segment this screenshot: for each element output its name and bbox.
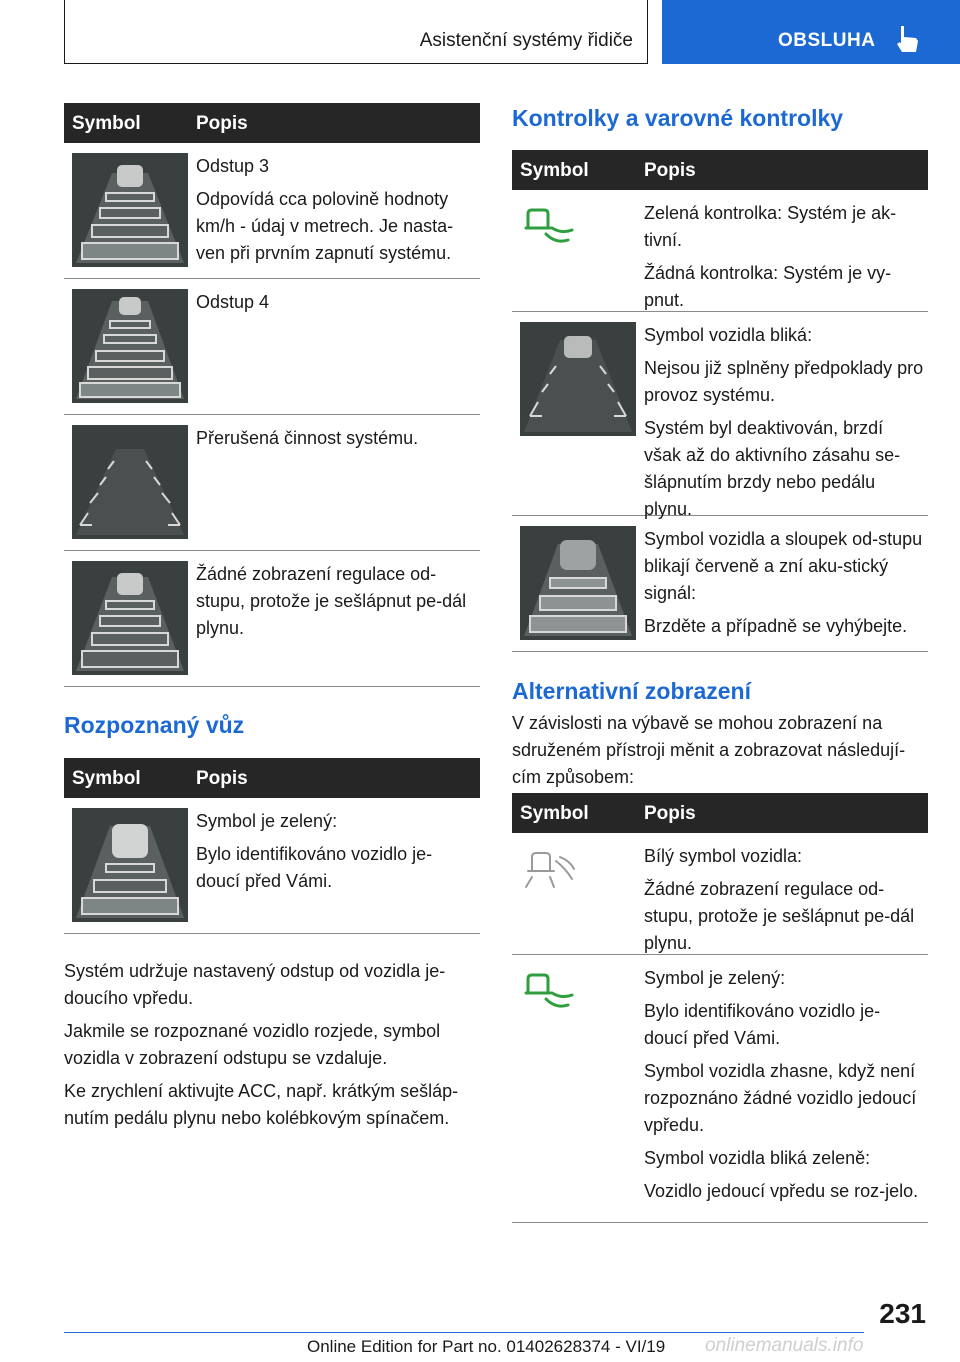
table-row [512, 833, 928, 955]
vehicle-section-title: Rozpoznaný vůz [64, 712, 245, 738]
header-description: Popis [644, 803, 696, 824]
header-symbol: Symbol [520, 803, 589, 824]
watermark: onlinemanuals.info [705, 1335, 864, 1356]
left-paragraphs [64, 958, 480, 1138]
section-label: OBSLUHA [778, 30, 876, 51]
table-header [64, 103, 480, 143]
table-row [64, 279, 480, 415]
row-text: Odpovídá cca polovině hodnoty km/h - údaj v metrech. Je nasta-ven při prvním zapnutí systému. [196, 189, 454, 263]
row-text: Žádné zobrazení regulace od-stupu, protože je sešlápnut pe-dál plynu. [196, 564, 467, 638]
header-description: Popis [196, 768, 248, 789]
table-row [512, 955, 928, 1223]
vehicle-table [64, 758, 480, 934]
paragraph: Jakmile se rozpoznané vozidlo rozjede, symbol vozidla v zobrazení odstupu se vzdaluje. [64, 1021, 441, 1068]
table-row [64, 143, 480, 279]
distance-3-icon [72, 153, 188, 267]
row-text: Žádné zobrazení regulace od-stupu, protože je sešlápnut pe-dál plynu. [644, 879, 915, 953]
row-text: Bylo identifikováno vozidlo je-doucí před Vámi. [196, 844, 433, 891]
table-row [512, 516, 928, 652]
indicators-section-title: Kontrolky a varovné kontrolky [512, 105, 844, 131]
hand-pointer-icon [894, 24, 920, 54]
header-symbol: Symbol [72, 768, 141, 789]
table-header [64, 758, 480, 798]
row-text: Symbol vozidla bliká zeleně: [644, 1148, 871, 1168]
row-text: Brzděte a případně se vyhýbejte. [644, 616, 908, 636]
paragraph: V závislosti na výbavě se mohou zobrazení na sdruženém přístroji měnit a zobrazovat následují-cím způsobem: [512, 713, 906, 787]
acc-white-indicator-icon [522, 847, 578, 891]
vehicle-detected-icon [72, 808, 188, 922]
row-text: Symbol vozidla a sloupek od-stupu blikají červeně a zní aku-stický signál: [644, 529, 923, 603]
row-text: Nejsou již splněny předpoklady pro provoz systému. [644, 358, 924, 405]
interrupted-icon [72, 425, 188, 539]
acc-green-indicator-icon [522, 204, 578, 248]
row-text: Odstup 3 [196, 156, 270, 176]
section-tab[interactable] [662, 0, 960, 64]
alt-table [512, 793, 928, 1223]
distance-table [64, 103, 480, 687]
header-chapter-box [64, 0, 648, 64]
paragraph: Systém udržuje nastavený odstup od vozidla je-doucího vpředu. [64, 961, 446, 1008]
row-text: Bylo identifikováno vozidlo je-doucí před Vámi. [644, 1001, 881, 1048]
table-row [64, 798, 480, 934]
distance-4-icon [72, 289, 188, 403]
table-header [512, 793, 928, 833]
chapter-title: Asistenční systémy řidiče [419, 30, 633, 51]
row-text: Odstup 4 [196, 292, 270, 312]
acc-green-indicator-icon [522, 969, 578, 1013]
row-text: Bílý symbol vozidla: [644, 846, 803, 866]
footer-text: Online Edition for Part no. 01402628374 - VI/19 [307, 1337, 666, 1356]
row-text: Zelená kontrolka: Systém je ak-tivní. [644, 203, 897, 250]
row-text: Symbol vozidla bliká: [644, 325, 813, 345]
table-header [512, 150, 928, 190]
vehicle-blinking-icon [520, 322, 636, 436]
row-text: Vozidlo jedoucí vpředu se roz-jelo. [644, 1181, 919, 1201]
alt-section-title: Alternativní zobrazení [512, 678, 751, 704]
header-description: Popis [644, 160, 696, 181]
header-symbol: Symbol [72, 113, 141, 134]
row-text: Žádná kontrolka: Systém je vy-pnut. [644, 263, 892, 310]
indicators-table [512, 150, 928, 652]
footer-divider [64, 1332, 864, 1333]
no-distance-display-icon [72, 561, 188, 675]
row-text: Symbol je zelený: [644, 968, 786, 988]
red-warning-vehicle-icon [520, 526, 636, 640]
row-text: Přerušená činnost systému. [196, 428, 419, 448]
table-row [512, 312, 928, 519]
row-text: Symbol je zelený: [196, 811, 338, 831]
page-number: 231 [879, 1298, 926, 1329]
table-row [64, 415, 480, 551]
header-symbol: Symbol [520, 160, 589, 181]
table-row [512, 190, 928, 312]
row-text: Symbol vozidla zhasne, když není rozpoznáno žádné vozidlo jedoucí vpředu. [644, 1061, 917, 1135]
header-description: Popis [196, 113, 248, 134]
alt-intro [512, 710, 928, 797]
paragraph: Ke zrychlení aktivujte ACC, např. krátkým sešláp-nutím pedálu plynu nebo kolébkovým spínačem. [64, 1081, 459, 1128]
row-text: Systém byl deaktivován, brzdí však až do aktivního zásahu se-šlápnutím brzdy nebo pedálu plynu. [644, 418, 901, 519]
table-row [64, 551, 480, 687]
